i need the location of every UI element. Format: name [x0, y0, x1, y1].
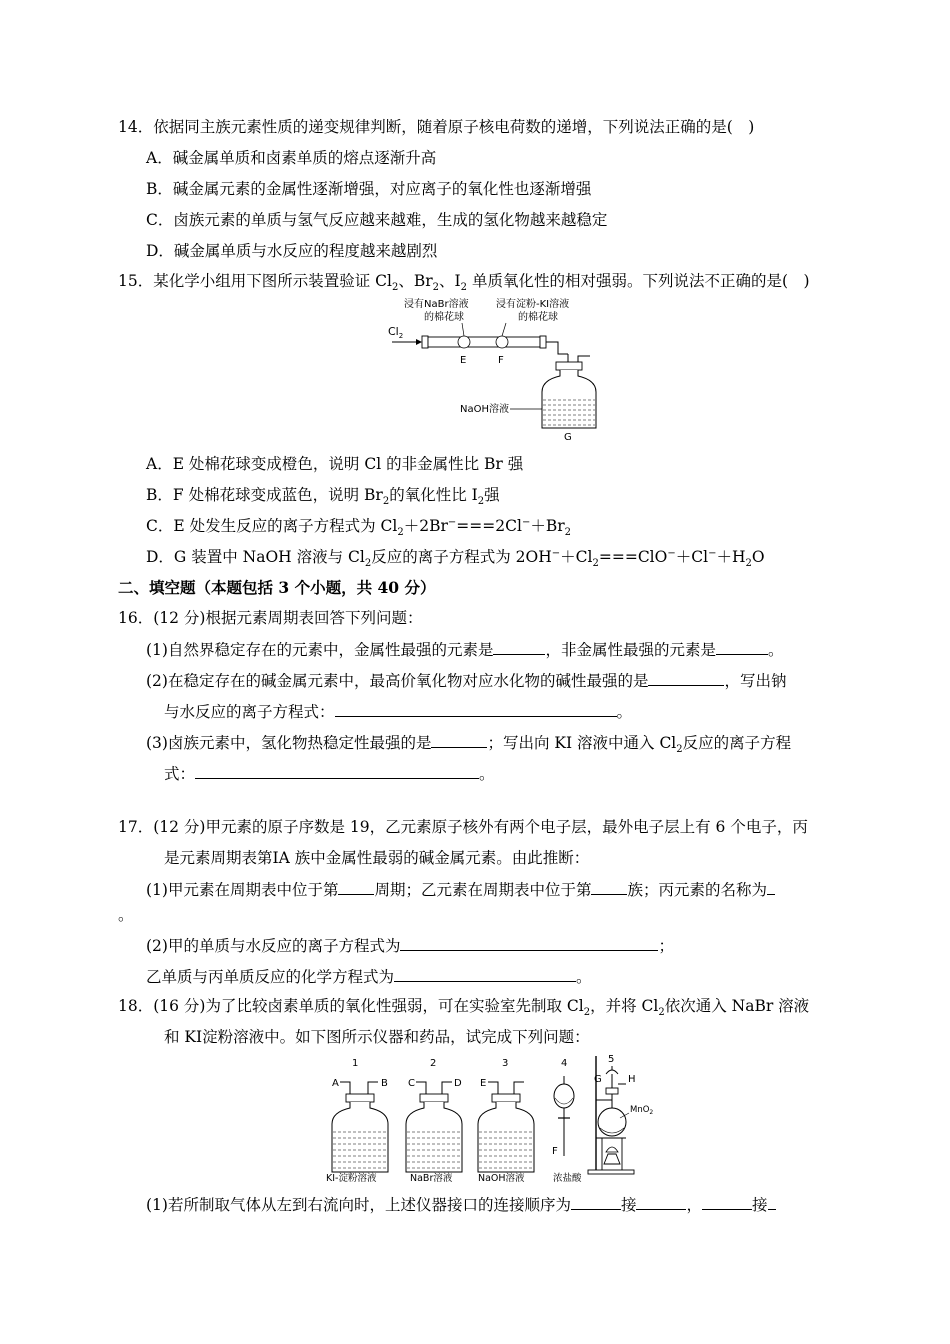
q14-stem: 14．依据同主族元素性质的递变规律判断，随着原子核电荷数的递增，下列说法正确的是( ): [118, 118, 755, 136]
cotton-ball-e: [458, 336, 470, 348]
cotton-ball-f: [496, 336, 508, 348]
bottle-3-naoh: [478, 1058, 534, 1182]
answer-blank[interactable]: [431, 731, 487, 748]
label-nabr-line2: 的棉花球: [424, 312, 464, 323]
answer-blank[interactable]: [636, 1193, 686, 1210]
answer-blank[interactable]: [493, 638, 545, 655]
q14-option-c: C．卤族元素的单质与氢气反应越来越难，生成的氢化物越来越稳定: [146, 211, 608, 229]
section-2-heading: 二、填空题（本题包括 3 个小题，共 40 分）: [118, 578, 436, 597]
bottle-2-nabr: [406, 1058, 462, 1182]
stopper-right: [540, 336, 546, 348]
connecting-tube: [546, 342, 568, 354]
svg-text:MnO2: MnO$_2$: [630, 1105, 654, 1116]
q17-part1: (1)甲元素在周期表中位于第 周期；乙元素在周期表中位于第 族；丙元素的名称为: [146, 878, 775, 901]
answer-blank[interactable]: [702, 1193, 752, 1210]
svg-text:2: 2: [430, 1058, 437, 1069]
q17-part1-end: 。: [118, 906, 134, 924]
label-ki-line2: 的棉花球: [518, 312, 558, 323]
q14-option-a: A．碱金属单质和卤素单质的熔点逐渐升高: [146, 149, 437, 167]
svg-text:B: B: [381, 1078, 388, 1089]
answer-blank[interactable]: [400, 934, 658, 951]
q15-stem: 15．某化学小组用下图所示装置验证 $Cl_2$、$Br_2$、$I_2$ 单质氧化性的相对强弱。下列说法不正确的是( ): [118, 272, 810, 294]
q15-option-d: D．G 装置中 NaOH 溶液与 $Cl_2$反应的离子方程式为 $2OH^-+Cl_2===ClO^-+Cl^-+H_2O$: [146, 547, 765, 570]
q14-option-d: D．碱金属单质与水反应的程度越来越剧烈: [146, 242, 438, 260]
answer-blank[interactable]: [335, 700, 617, 717]
svg-text:5: 5: [608, 1054, 615, 1065]
q18-apparatus-figure: [326, 1052, 662, 1182]
q18-stem-line2: 和 KI淀粉溶液中。如下图所示仪器和药品，试完成下列问题：: [164, 1028, 590, 1046]
answer-blank[interactable]: [195, 762, 479, 779]
answer-blank[interactable]: [716, 638, 768, 655]
svg-text:浓盐酸: 浓盐酸: [553, 1173, 582, 1182]
label-g: G: [564, 432, 572, 443]
q16-part2-line2: 与水反应的离子方程式： 。: [164, 700, 632, 723]
bottle-1-ki-starch: [326, 1058, 388, 1182]
gas-bottle-g: [542, 370, 596, 428]
svg-text:G: G: [594, 1074, 602, 1085]
svg-text:F: F: [552, 1146, 558, 1157]
label-f: F: [498, 355, 504, 366]
pointer-line-e: [462, 323, 464, 336]
svg-text:NaOH溶液: NaOH溶液: [478, 1173, 525, 1182]
q17-stem-line2: 是元素周期表第ⅠA 族中金属性最弱的碱金属元素。由此推断：: [164, 849, 590, 867]
naoh-label: NaOH溶液: [460, 404, 509, 415]
q15-apparatus-figure: [382, 296, 597, 446]
q18-stem-line1: 18．(16 分)为了比较卤素单质的氧化性强弱，可在实验室先制取 $Cl_2$，并将 $Cl_2$依次通入 NaBr 溶液: [118, 997, 810, 1019]
label-ki-line1: 浸有淀粉-KI溶液: [496, 299, 570, 310]
q14-option-b: B．碱金属元素的金属性逐渐增强，对应离子的氧化性也逐渐增强: [146, 180, 592, 198]
svg-text:H: H: [628, 1074, 636, 1085]
q15-option-b: B．F 处棉花球变成蓝色，说明 $Br_2$的氧化性比 $I_2$强: [146, 486, 500, 508]
svg-text:KI-淀粉溶液: KI-淀粉溶液: [326, 1173, 377, 1182]
q16-part3-line1: (3)卤族元素中，氢化物热稳定性最强的是 ；写出向 KI 溶液中通入 $Cl_2$反应的离子方程: [146, 731, 791, 754]
svg-text:E: E: [480, 1078, 487, 1089]
answer-blank[interactable]: [338, 878, 374, 895]
svg-text:1: 1: [352, 1058, 359, 1069]
cl2-label: $Cl_2$: [388, 325, 404, 340]
q16-stem: 16．(12 分)根据元素周期表回答下列问题：: [118, 609, 423, 627]
glass-tube: [428, 337, 540, 347]
answer-blank[interactable]: [767, 878, 775, 895]
q16-part3-line2: 式： 。: [164, 762, 495, 785]
svg-text:D: D: [454, 1078, 462, 1089]
q17-part2-line1: (2)甲的单质与水反应的离子方程式为 ；: [146, 934, 674, 957]
answer-blank[interactable]: [394, 965, 576, 982]
answer-blank[interactable]: [571, 1193, 621, 1210]
generator-5-mno2: [588, 1054, 653, 1174]
pointer-line-f: [502, 323, 506, 336]
q17-part2-line2: 乙单质与丙单质反应的化学方程式为 。: [146, 965, 592, 988]
label-nabr-line1: 浸有NaBr溶液: [404, 299, 469, 310]
svg-text:C: C: [408, 1078, 415, 1089]
q17-stem-line1: 17．(12 分)甲元素的原子序数是 19，乙元素原子核外有两个电子层，最外电子层上有 6 个电子，丙: [118, 818, 808, 836]
svg-text:A: A: [332, 1078, 339, 1089]
q15-option-c: C．E 处发生反应的离子方程式为 $Cl_2+2Br^-===2Cl^-+Br_2$: [146, 516, 572, 539]
q16-part2-line1: (2)在稳定存在的碱金属元素中，最高价氧化物对应水化物的碱性最强的是 ，写出钠: [146, 669, 786, 692]
answer-blank[interactable]: [768, 1193, 776, 1210]
q18-part1: (1)若所制取气体从左到右流向时，上述仪器接口的连接顺序为 接 ， 接: [146, 1193, 776, 1216]
funnel-4-conc-hcl: [552, 1058, 582, 1182]
q15-option-a: A．E 处棉花球变成橙色，说明 Cl 的非金属性比 Br 强: [146, 455, 524, 473]
label-e: E: [460, 355, 467, 366]
answer-blank[interactable]: [648, 669, 724, 686]
svg-text:NaBr溶液: NaBr溶液: [410, 1173, 453, 1182]
answer-blank[interactable]: [591, 878, 627, 895]
arrow-head: [416, 339, 422, 345]
q16-part1: (1)自然界稳定存在的元素中，金属性最强的元素是 ，非金属性最强的元素是 。: [146, 638, 784, 661]
svg-text:3: 3: [502, 1058, 509, 1069]
stopper-left: [422, 336, 428, 348]
bottle-stopper: [556, 362, 582, 370]
svg-text:4: 4: [561, 1058, 568, 1069]
